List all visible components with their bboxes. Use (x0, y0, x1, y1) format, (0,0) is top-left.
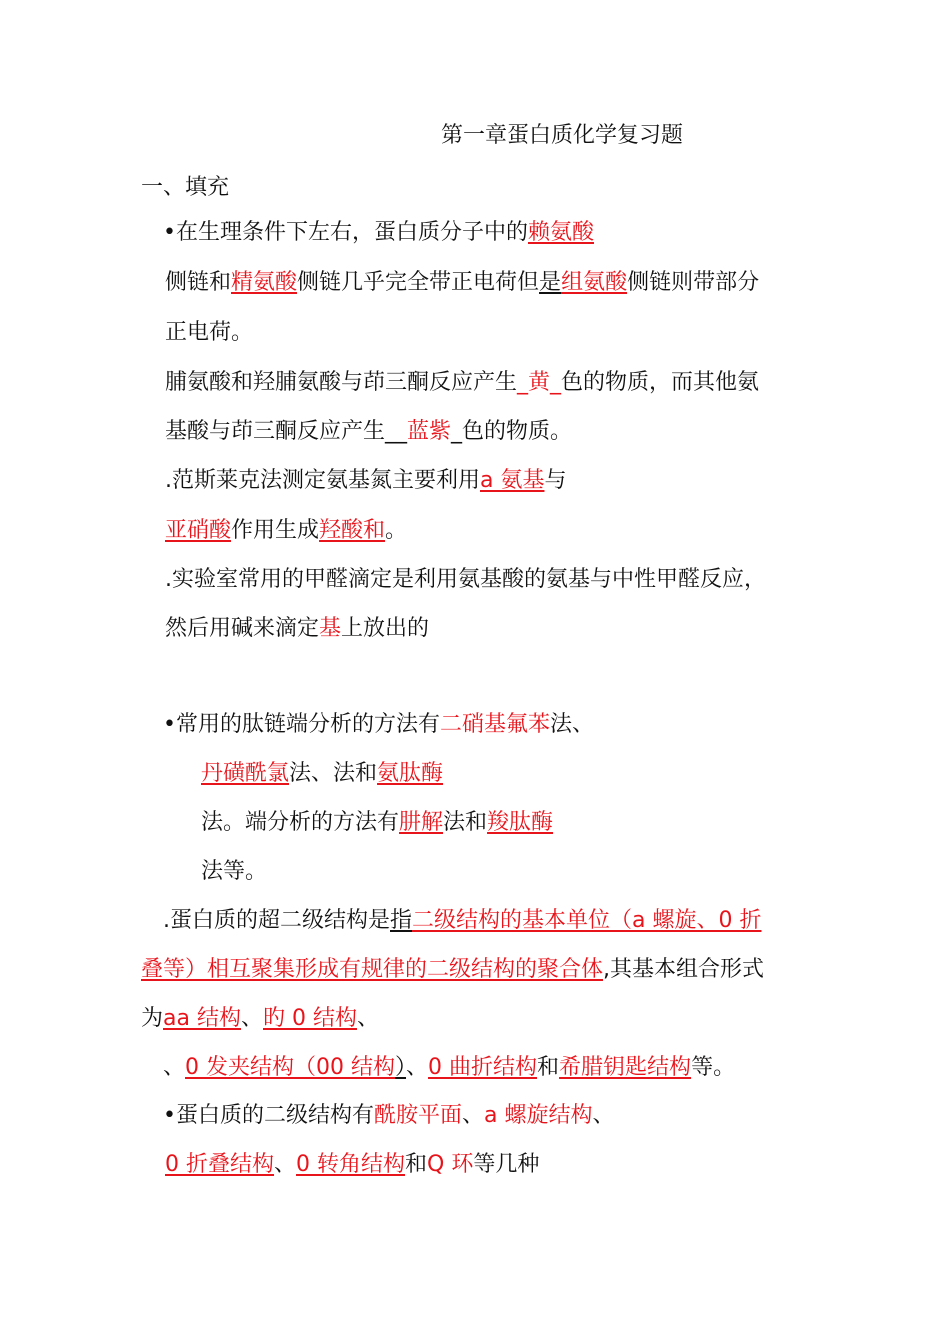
q5-line-1 (163, 710, 594, 740)
answer-blue-purple: 蓝紫 (407, 419, 452, 444)
q2-line-2 (165, 417, 572, 447)
q7-text: 等几种 (473, 1152, 540, 1177)
q1-text: •在生理条件下左右，蛋白质分子中的 (163, 220, 528, 245)
q6-text: 、 (163, 1055, 186, 1080)
q7-text: 和 (405, 1152, 428, 1177)
q7-text: •蛋白质的二级结构有 (163, 1103, 374, 1128)
q1-line-3: 正电荷。 (165, 320, 254, 345)
answer-aa-structure: aa 结构 (163, 1006, 241, 1031)
q1-text: 侧链和 (165, 270, 232, 295)
page-title: 第一章蛋白质化学复习题 (441, 123, 684, 148)
blank: _ (550, 370, 562, 395)
q6-text: 、 (406, 1055, 429, 1080)
q7-text: 、 (592, 1103, 615, 1128)
answer-yellow: 黄 (528, 370, 551, 395)
q6-text: .蛋白质的超二级结构是 (163, 908, 390, 933)
answer-carboxypeptidase: 羧肽酶 (487, 810, 554, 835)
answer-alpha-helix: a 螺旋结构 (484, 1103, 593, 1128)
answer-greek-key: 希腊钥匙结构 (559, 1055, 692, 1080)
answer-beta-beta-structure: 旳 0 结构 (263, 1006, 357, 1031)
answer-beta-sheet: 0 折叠结构 (165, 1152, 274, 1177)
q5-line-2 (201, 759, 443, 789)
q5-text: 法和 (443, 810, 488, 835)
answer-dansyl-chloride: 丹磺酰氯 (201, 761, 290, 786)
q3-text: .范斯莱克法测定氨基氮主要利用 (165, 468, 480, 493)
section-heading-fill-in: 一、填充 (141, 175, 230, 200)
answer-supersecondary-def: 二级结构的基本单位（a 螺旋、0 折 (412, 908, 762, 933)
q7-text: 、 (274, 1152, 297, 1177)
q7-text: 、 (462, 1103, 485, 1128)
blank: _ (517, 370, 529, 395)
q1-text: 是 (539, 270, 562, 295)
q3-line-2 (165, 516, 407, 546)
q4-text: 然后用碱来滴定 (165, 616, 320, 641)
q5-line-3 (201, 808, 553, 838)
answer-hydroxy-acid: 羟酸和 (319, 518, 386, 543)
q1-line-1 (163, 218, 594, 248)
q6-text: 为 (141, 1006, 164, 1031)
q3-text: 作用生成 (231, 518, 320, 543)
q3-text: 与 (544, 468, 567, 493)
q4-line-1: .实验室常用的甲醛滴定是利用氨基酸的氨基与中性甲醛反应， (165, 567, 766, 592)
q6-text: 等。 (691, 1055, 736, 1080)
answer-lysine: 赖氨酸 (527, 220, 594, 245)
q5-text: 法。端分析的方法有 (201, 810, 400, 835)
q2-line-1 (165, 368, 759, 398)
answer-base: 基 (319, 616, 342, 641)
answer-dinitrofluorobenzene: 二硝基氟苯 (439, 712, 550, 737)
q6-line-4 (163, 1053, 735, 1083)
blank: __ (385, 419, 408, 444)
answer-hydrazinolysis: 肼解 (399, 810, 444, 835)
answer-beta-meander: 0 曲折结构 (428, 1055, 538, 1080)
answer-omega-loop: Q 环 (427, 1152, 474, 1177)
q5-text: 法、法和 (289, 761, 378, 786)
q5-text: •常用的肽链端分析的方法有 (163, 712, 440, 737)
q6-line-1 (163, 906, 761, 936)
q6-text: 和 (537, 1055, 560, 1080)
q1-text: 侧链几乎完全带正电荷但 (297, 270, 540, 295)
q2-text: 色的物质。 (462, 419, 573, 444)
answer-alpha-amino: a 氨基 (480, 468, 545, 493)
answer-supersecondary-def: 叠等）相互聚集形成有规律的二级结构的聚合体 (141, 957, 604, 982)
q6-text: 指 (390, 908, 413, 933)
answer-arginine: 精氨酸 (231, 270, 298, 295)
answer-beta-turn: 0 转角结构 (296, 1152, 406, 1177)
q1-line-2 (165, 268, 759, 298)
answer-aminopeptidase: 氨肽酶 (377, 761, 444, 786)
q4-text: 上放出的 (341, 616, 430, 641)
q5-line-4: 法等。 (201, 859, 268, 884)
answer-amide-plane: 酰胺平面 (373, 1103, 462, 1128)
q2-text: 色的物质，而其他氨 (561, 370, 760, 395)
answer-nitrous-acid: 亚硝酸 (165, 518, 232, 543)
answer-beta-hairpin: 0 发夹结构（00 结构 (185, 1055, 395, 1080)
answer-histidine: 组氨酸 (561, 270, 628, 295)
q1-text: 侧链则带部分 (627, 270, 760, 295)
q6-line-3 (141, 1004, 379, 1034)
q6-text: ,其基本组合形式 (603, 957, 765, 982)
q6-text: 、 (356, 1006, 379, 1031)
q7-line-1 (163, 1101, 615, 1131)
q5-text: 法、 (550, 712, 595, 737)
blank: _ (451, 419, 463, 444)
q4-line-2 (165, 614, 429, 644)
q2-text: 脯氨酸和羟脯氨酸与茚三酮反应产生 (165, 370, 518, 395)
q3-line-1 (165, 466, 567, 496)
q2-text: 基酸与茚三酮反应产生 (165, 419, 386, 444)
q6-text: 、 (240, 1006, 263, 1031)
q6-line-2 (141, 955, 764, 985)
q3-text: 。 (385, 518, 408, 543)
q6-text: ） (395, 1055, 407, 1080)
q7-line-2 (165, 1150, 539, 1180)
